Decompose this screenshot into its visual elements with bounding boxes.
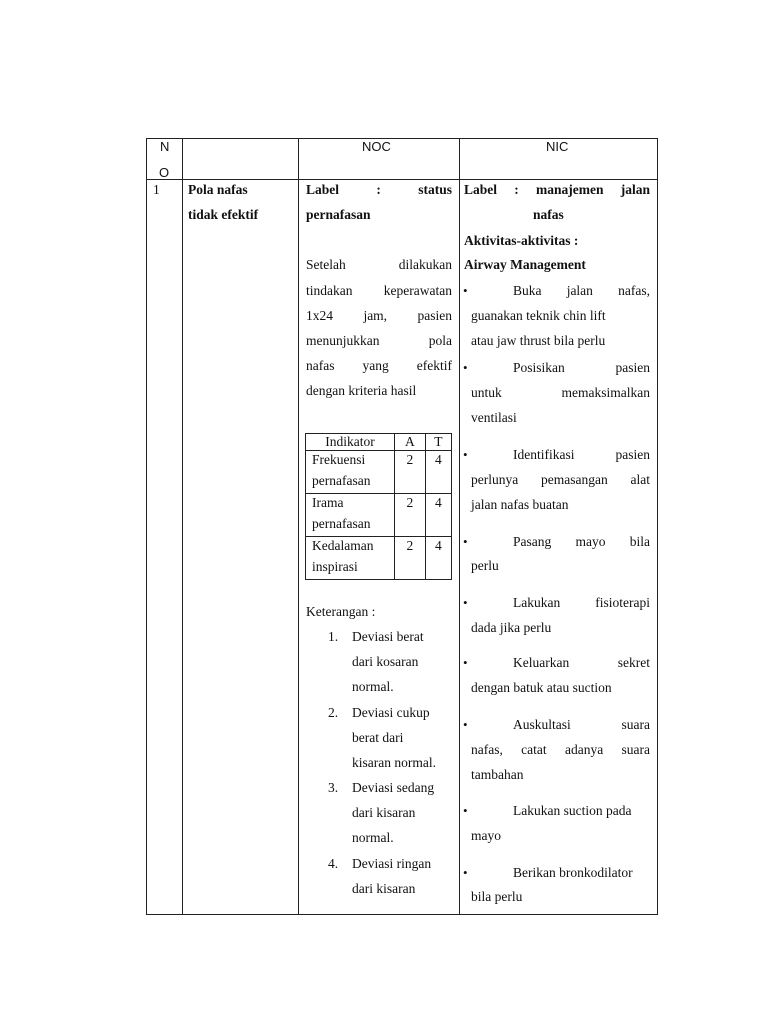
indicator-name: Irama <box>312 495 344 510</box>
activity-item-line: Buka jalan nafas, <box>513 283 650 298</box>
target-value: 4 <box>425 537 451 580</box>
bullet-icon: • <box>463 717 468 732</box>
nic-label-line1: Label : manajemen jalan <box>464 182 650 197</box>
achievement-value: 2 <box>395 537 426 580</box>
legend-text-line: dari kisaran <box>352 881 416 896</box>
bullet-icon: • <box>463 655 468 670</box>
activity-item-line: dada jika perlu <box>471 620 552 635</box>
legend-text-line: berat dari <box>352 730 404 745</box>
noc-label-line2: pernafasan <box>306 207 371 222</box>
bullet-icon: • <box>463 283 468 298</box>
activity-item-line: Pasang mayo bila <box>513 534 650 549</box>
indicator-header: Indikator <box>306 434 395 451</box>
legend-text-line: normal. <box>352 830 394 845</box>
bullet-icon: • <box>463 595 468 610</box>
table-border-bottom <box>146 914 658 915</box>
activity-item-line: jalan nafas buatan <box>471 497 569 512</box>
indicator-header-row <box>306 434 452 451</box>
activity-item-line: guanakan teknik chin lift <box>471 308 606 323</box>
noc-paragraph-line4: menunjukkan pola <box>306 333 452 348</box>
col-divider-3 <box>459 138 460 915</box>
legend-number: 1. <box>328 629 339 644</box>
noc-paragraph-line6: dengan kriteria hasil <box>306 383 417 398</box>
legend-text-line: dari kisaran <box>352 805 416 820</box>
noc-paragraph-line2: tindakan keperawatan <box>306 283 452 298</box>
activity-item-line: atau jaw thrust bila perlu <box>471 333 606 348</box>
activity-item-line: untuk memaksimalkan <box>471 385 650 400</box>
table-row: Frekuensi pernafasan 2 4 <box>306 451 452 494</box>
table-border-right <box>657 138 658 915</box>
achievement-header: A <box>395 434 426 451</box>
activity-item-line: Auskultasi suara <box>513 717 650 732</box>
col-divider-2 <box>298 138 299 915</box>
legend-text-line: Deviasi berat <box>352 629 424 644</box>
noc-paragraph-line5: nafas yang efektif <box>306 358 452 373</box>
row-number: 1 <box>153 182 160 197</box>
activity-item-line: Lakukan suction pada <box>513 803 632 818</box>
table-row: Kedalaman inspirasi 2 4 <box>306 537 452 580</box>
bullet-icon: • <box>463 447 468 462</box>
activity-item-line: dengan batuk atau suction <box>471 680 612 695</box>
target-value: 4 <box>425 451 451 494</box>
activity-item-line: Keluarkan sekret <box>513 655 650 670</box>
diagnosis-line1: Pola nafas <box>188 182 248 197</box>
noc-label-line1: Label : status <box>306 182 452 197</box>
indicator-name: Frekuensi <box>312 452 366 467</box>
header-no-line2: O <box>159 165 170 180</box>
activity-item-line: Lakukan fisioterapi <box>513 595 650 610</box>
nic-label-line2: nafas <box>533 207 564 222</box>
table-border-top <box>146 138 658 139</box>
legend-number: 4. <box>328 856 339 871</box>
target-header: T <box>425 434 451 451</box>
aktivitas-heading: Aktivitas-aktivitas : <box>464 233 579 248</box>
header-nic: NIC <box>546 139 569 154</box>
legend-number: 3. <box>328 780 339 795</box>
activity-item-line: nafas, catat adanya suara <box>471 742 650 757</box>
bullet-icon: • <box>463 534 468 549</box>
legend-text-line: kisaran normal. <box>352 755 436 770</box>
activity-item-line: perlu <box>471 558 499 573</box>
activity-item-line: tambahan <box>471 767 524 782</box>
table-row: Irama pernafasan 2 4 <box>306 494 452 537</box>
legend-text-line: Deviasi ringan <box>352 856 432 871</box>
indicator-name: Kedalaman <box>312 538 374 553</box>
activity-item-line: bila perlu <box>471 889 523 904</box>
indicator-table <box>305 433 452 580</box>
legend-text-line: normal. <box>352 679 394 694</box>
activity-item-line: Posisikan pasien <box>513 360 650 375</box>
header-noc: NOC <box>362 139 391 154</box>
airway-management-heading: Airway Management <box>464 257 586 272</box>
table-border-left <box>146 138 147 915</box>
activity-item-line: Identifikasi pasien <box>513 447 650 462</box>
target-value: 4 <box>425 494 451 537</box>
activity-item-line: perlunya pemasangan alat <box>471 472 650 487</box>
diagnosis-line2: tidak efektif <box>188 207 259 222</box>
activity-item-line: ventilasi <box>471 410 517 425</box>
keterangan-heading: Keterangan : <box>306 604 376 619</box>
bullet-icon: • <box>463 803 468 818</box>
bullet-icon: • <box>463 865 468 880</box>
noc-paragraph-line3: 1x24 jam, pasien <box>306 308 452 323</box>
header-no-line1: N <box>160 139 170 154</box>
activity-item-line: mayo <box>471 828 501 843</box>
legend-text-line: dari kosaran <box>352 654 419 669</box>
col-divider-1 <box>182 138 183 915</box>
achievement-value: 2 <box>395 494 426 537</box>
legend-number: 2. <box>328 705 339 720</box>
bullet-icon: • <box>463 360 468 375</box>
achievement-value: 2 <box>395 451 426 494</box>
legend-text-line: Deviasi sedang <box>352 780 435 795</box>
activity-item-line: Berikan bronkodilator <box>513 865 633 880</box>
noc-paragraph-line1: Setelah dilakukan <box>306 257 452 272</box>
legend-text-line: Deviasi cukup <box>352 705 430 720</box>
